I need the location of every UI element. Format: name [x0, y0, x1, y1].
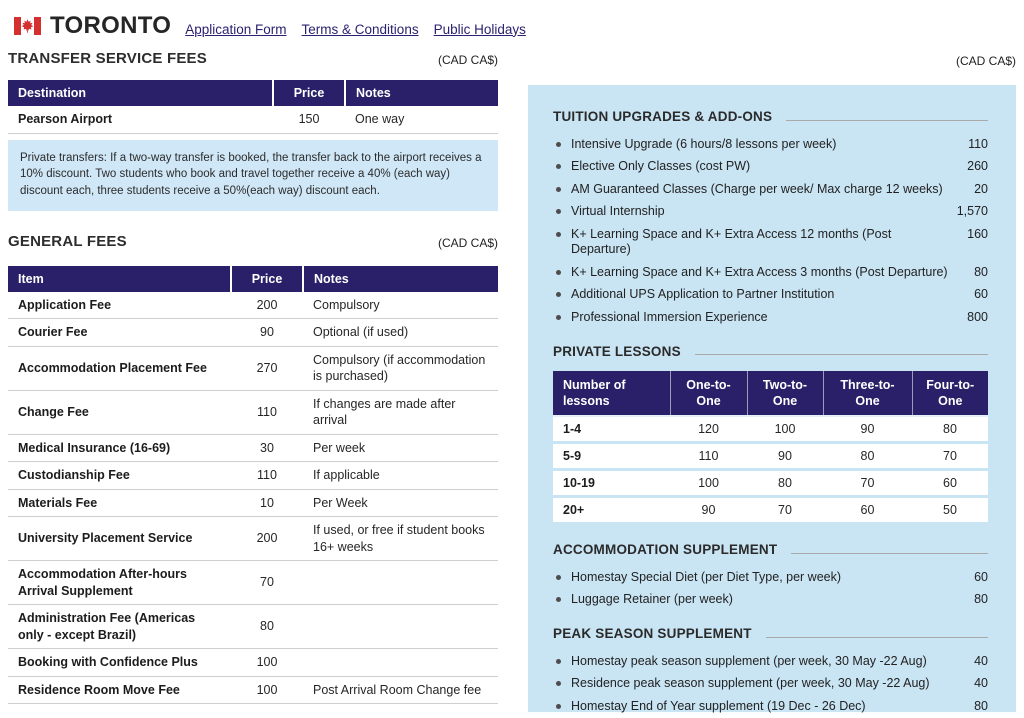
notes-cell [303, 649, 498, 677]
price-cell: 200 [231, 517, 303, 561]
price-cell: 70 [823, 470, 912, 497]
price-cell: 90 [670, 497, 747, 524]
item-cell: Booking with Confidence Plus [8, 649, 231, 677]
notes-cell: Optional (if used) [303, 319, 498, 347]
price-cell: 90 [747, 443, 823, 470]
list-item: Homestay Special Diet (per Diet Type, per week) 60 [553, 566, 988, 589]
tuition-section-header [553, 109, 988, 124]
price-cell: 70 [912, 443, 988, 470]
price-cell: 30 [231, 434, 303, 462]
bullet-icon [556, 597, 561, 602]
col-header-price: Price [231, 266, 303, 292]
bullet-icon [556, 164, 561, 169]
price-cell: 110 [670, 443, 747, 470]
price-cell: 120 [670, 416, 747, 443]
notes-cell: Per week [303, 434, 498, 462]
table-row [8, 561, 498, 605]
canada-flag-icon [14, 17, 41, 35]
nav-link-application-form[interactable]: Application Form [185, 21, 287, 37]
lessons-cell: 5-9 [553, 443, 670, 470]
bullet-icon [556, 704, 561, 709]
list-item: Additional UPS Application to Partner Institution 60 [553, 284, 988, 307]
price-cell: 100 [231, 676, 303, 704]
table-row [8, 292, 498, 319]
price-cell: 70 [231, 561, 303, 605]
table-row [553, 497, 988, 524]
general-currency-label: (CAD CA$) [437, 235, 498, 250]
peak-season-list [553, 650, 988, 718]
col-header-item: Item [8, 266, 231, 292]
item-cell: Residence Room Move Fee [8, 676, 231, 704]
price-cell: 270 [231, 346, 303, 390]
table-row [8, 319, 498, 347]
accommodation-list [553, 566, 988, 611]
private-lessons-section-header [553, 344, 988, 359]
bullet-icon [556, 292, 561, 297]
price-cell: 200 [231, 292, 303, 319]
destination-cell: Pearson Airport [8, 106, 273, 133]
accommodation-section-header [553, 542, 988, 557]
heading-rule [791, 553, 988, 554]
panel-currency-label: (CAD CA$) [955, 54, 1016, 68]
notes-cell: One way [345, 106, 498, 133]
col-header-destination: Destination [8, 80, 273, 106]
price-cell: 60 [912, 470, 988, 497]
list-item: Elective Only Classes (cost PW) 260 [553, 156, 988, 179]
heading-rule [786, 120, 988, 121]
table-row [553, 443, 988, 470]
price-cell: 80 [747, 470, 823, 497]
list-item: AM Guaranteed Classes (Charge per week/ Max charge 12 weeks) 20 [553, 178, 988, 201]
tuition-list [553, 133, 988, 329]
price-cell: 50 [912, 497, 988, 524]
bullet-icon [556, 659, 561, 664]
notes-cell: If applicable [303, 462, 498, 490]
transfer-table-header-row [8, 80, 498, 106]
price-cell: 70 [747, 497, 823, 524]
col-header-notes: Notes [303, 266, 498, 292]
table-row [8, 649, 498, 677]
list-item: Luggage Retainer (per week) 80 [553, 589, 988, 612]
table-row [553, 470, 988, 497]
table-row [8, 462, 498, 490]
price-cell: 80 [912, 416, 988, 443]
list-item: Homestay End of Year supplement (19 Dec - 26 Dec) 80 [553, 695, 988, 718]
notes-cell [303, 605, 498, 649]
bullet-icon [556, 209, 561, 214]
price-cell: 110 [231, 390, 303, 434]
table-row [8, 346, 498, 390]
table-row [8, 106, 498, 133]
price-cell: 150 [273, 106, 345, 133]
general-title: GENERAL FEES [8, 232, 127, 250]
item-cell: Accommodation Placement Fee [8, 346, 231, 390]
general-table-header-row [8, 266, 498, 292]
item-cell: Application Fee [8, 292, 231, 319]
table-row [8, 517, 498, 561]
notes-cell: Compulsory [303, 292, 498, 319]
price-cell: 80 [823, 443, 912, 470]
lessons-cell: 1-4 [553, 416, 670, 443]
transfer-currency-label: (CAD CA$) [437, 53, 498, 67]
general-fees-table [8, 266, 498, 705]
transfer-section-header [8, 50, 498, 67]
item-cell: Medical Insurance (16-69) [8, 434, 231, 462]
col-header-two-to-one: Two-to-One [747, 371, 823, 417]
table-row [8, 489, 498, 517]
city-title: TORONTO [50, 12, 172, 39]
nav-link-terms-conditions[interactable]: Terms & Conditions [301, 21, 419, 37]
heading-rule [695, 354, 988, 355]
col-header-price: Price [273, 80, 345, 106]
nav-link-public-holidays[interactable]: Public Holidays [433, 21, 526, 37]
peak-season-section-header [553, 626, 988, 641]
list-item: K+ Learning Space and K+ Extra Access 12 months (Post Departure) 160 [553, 223, 988, 261]
table-row [8, 390, 498, 434]
addons-panel [528, 85, 1016, 712]
transfer-fees-table [8, 80, 498, 134]
bullet-icon [556, 142, 561, 147]
table-row [8, 676, 498, 704]
price-cell: 100 [747, 416, 823, 443]
price-cell: 10 [231, 489, 303, 517]
peak-season-title: PEAK SEASON SUPPLEMENT [553, 626, 752, 641]
list-item: Intensive Upgrade (6 hours/8 lessons per week) 110 [553, 133, 988, 156]
item-cell: Administration Fee (Americas only - except Brazil) [8, 605, 231, 649]
item-cell: University Placement Service [8, 517, 231, 561]
list-item: Residence peak season supplement (per week, 30 May -22 Aug) 40 [553, 673, 988, 696]
topbar [14, 12, 526, 40]
item-cell: Accommodation After-hours Arrival Supplement [8, 561, 231, 605]
table-row [8, 605, 498, 649]
bullet-icon [556, 187, 561, 192]
col-header-four-to-one: Four-to-One [912, 371, 988, 417]
bullet-icon [556, 681, 561, 686]
left-column [8, 50, 498, 704]
lessons-cell: 20+ [553, 497, 670, 524]
price-cell: 110 [231, 462, 303, 490]
item-cell: Change Fee [8, 390, 231, 434]
private-lessons-header-row [553, 371, 988, 417]
tuition-title: TUITION UPGRADES & ADD-ONS [553, 109, 773, 124]
accommodation-title: ACCOMMODATION SUPPLEMENT [553, 542, 778, 557]
private-lessons-table [553, 371, 988, 526]
lessons-cell: 10-19 [553, 470, 670, 497]
bullet-icon [556, 270, 561, 275]
general-section-header [8, 233, 498, 250]
bullet-icon [556, 575, 561, 580]
col-header-notes: Notes [345, 80, 498, 106]
bullet-icon [556, 315, 561, 320]
col-header-three-to-one: Three-to-One [823, 371, 912, 417]
bullet-icon [556, 232, 561, 237]
price-cell: 60 [823, 497, 912, 524]
notes-cell: Compulsory (if accommodation is purchased) [303, 346, 498, 390]
list-item: Professional Immersion Experience 800 [553, 306, 988, 329]
notes-cell: If used, or free if student books 16+ weeks [303, 517, 498, 561]
price-cell: 80 [231, 605, 303, 649]
col-header-one-to-one: One-to-One [670, 371, 747, 417]
private-transfers-note: Private transfers: If a two-way transfer is booked, the transfer back to the airport receives a 10% discount. Two students who book and travel together receive a 40% (each way) discount each, three students receive a 50%(each way) discount each. [8, 140, 498, 211]
top-nav [185, 16, 526, 37]
price-cell: 90 [823, 416, 912, 443]
table-row [553, 416, 988, 443]
item-cell: Custodianship Fee [8, 462, 231, 490]
price-cell: 100 [231, 649, 303, 677]
heading-rule [766, 637, 988, 638]
private-lessons-title: PRIVATE LESSONS [553, 343, 681, 359]
list-item: Virtual Internship 1,570 [553, 201, 988, 224]
col-header-number-of-lessons: Number of lessons [553, 371, 670, 417]
notes-cell [303, 561, 498, 605]
list-item: K+ Learning Space and K+ Extra Access 3 months (Post Departure) 80 [553, 261, 988, 284]
price-cell: 90 [231, 319, 303, 347]
item-cell: Courier Fee [8, 319, 231, 347]
notes-cell: Per Week [303, 489, 498, 517]
table-row [8, 434, 498, 462]
notes-cell: If changes are made after arrival [303, 390, 498, 434]
list-item: Homestay peak season supplement (per week, 30 May -22 Aug) 40 [553, 650, 988, 673]
transfer-title: TRANSFER SERVICE FEES [8, 50, 207, 67]
item-cell: Materials Fee [8, 489, 231, 517]
price-cell: 100 [670, 470, 747, 497]
notes-cell: Post Arrival Room Change fee [303, 676, 498, 704]
